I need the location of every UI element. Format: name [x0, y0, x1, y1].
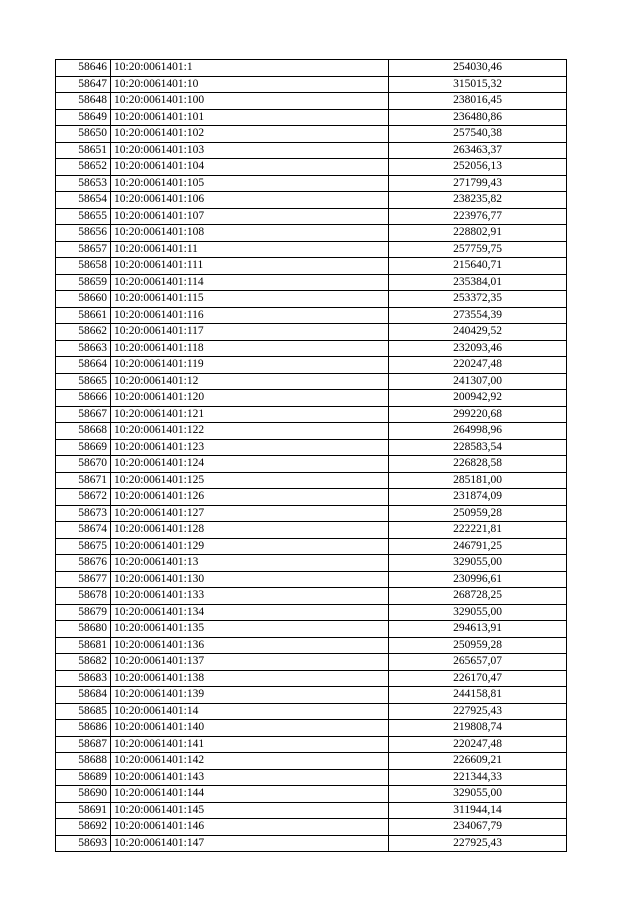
cadastral-number-cell: 10:20:0061401:137 [111, 654, 389, 671]
row-number-cell: 58682 [56, 654, 111, 671]
value-cell: 315015,32 [389, 76, 567, 93]
cadastral-number-cell: 10:20:0061401:115 [111, 291, 389, 308]
table-row [56, 126, 567, 143]
table-row [56, 439, 567, 456]
value-cell: 329055,00 [389, 786, 567, 803]
row-number-cell: 58655 [56, 208, 111, 225]
cadastral-number-cell: 10:20:0061401:107 [111, 208, 389, 225]
table-row [56, 687, 567, 704]
table-row [56, 390, 567, 407]
table-row [56, 60, 567, 77]
value-cell: 238235,82 [389, 192, 567, 209]
value-cell: 240429,52 [389, 324, 567, 341]
row-number-cell: 58681 [56, 637, 111, 654]
value-cell: 222221,81 [389, 522, 567, 539]
row-number-cell: 58656 [56, 225, 111, 242]
cadastral-number-cell: 10:20:0061401:14 [111, 703, 389, 720]
cadastral-number-cell: 10:20:0061401:138 [111, 670, 389, 687]
table-row [56, 505, 567, 522]
row-number-cell: 58672 [56, 489, 111, 506]
row-number-cell: 58688 [56, 753, 111, 770]
table-row [56, 357, 567, 374]
value-cell: 252056,13 [389, 159, 567, 176]
value-cell: 265657,07 [389, 654, 567, 671]
cadastral-number-cell: 10:20:0061401:106 [111, 192, 389, 209]
row-number-cell: 58658 [56, 258, 111, 275]
row-number-cell: 58671 [56, 472, 111, 489]
cadastral-number-cell: 10:20:0061401:1 [111, 60, 389, 77]
table-row [56, 588, 567, 605]
value-cell: 226828,58 [389, 456, 567, 473]
table-row [56, 769, 567, 786]
cadastral-number-cell: 10:20:0061401:12 [111, 373, 389, 390]
table-row [56, 786, 567, 803]
table-row [56, 307, 567, 324]
table-row [56, 340, 567, 357]
value-cell: 228802,91 [389, 225, 567, 242]
value-cell: 329055,00 [389, 555, 567, 572]
row-number-cell: 58652 [56, 159, 111, 176]
value-cell: 226609,21 [389, 753, 567, 770]
row-number-cell: 58686 [56, 720, 111, 737]
cadastral-number-cell: 10:20:0061401:102 [111, 126, 389, 143]
cadastral-number-cell: 10:20:0061401:111 [111, 258, 389, 275]
cadastral-number-cell: 10:20:0061401:118 [111, 340, 389, 357]
value-cell: 230996,61 [389, 571, 567, 588]
row-number-cell: 58685 [56, 703, 111, 720]
cadastral-number-cell: 10:20:0061401:117 [111, 324, 389, 341]
value-cell: 200942,92 [389, 390, 567, 407]
value-cell: 235384,01 [389, 274, 567, 291]
row-number-cell: 58666 [56, 390, 111, 407]
value-cell: 232093,46 [389, 340, 567, 357]
row-number-cell: 58693 [56, 835, 111, 852]
row-number-cell: 58651 [56, 142, 111, 159]
table-row [56, 472, 567, 489]
table-row [56, 159, 567, 176]
cadastral-number-cell: 10:20:0061401:136 [111, 637, 389, 654]
row-number-cell: 58684 [56, 687, 111, 704]
table-row [56, 423, 567, 440]
table-row [56, 324, 567, 341]
row-number-cell: 58673 [56, 505, 111, 522]
cadastral-number-cell: 10:20:0061401:116 [111, 307, 389, 324]
value-cell: 250959,28 [389, 637, 567, 654]
cadastral-number-cell: 10:20:0061401:105 [111, 175, 389, 192]
table-row [56, 538, 567, 555]
row-number-cell: 58670 [56, 456, 111, 473]
table-row [56, 489, 567, 506]
cadastral-number-cell: 10:20:0061401:127 [111, 505, 389, 522]
value-cell: 219808,74 [389, 720, 567, 737]
row-number-cell: 58678 [56, 588, 111, 605]
value-cell: 257759,75 [389, 241, 567, 258]
table-row [56, 571, 567, 588]
table-row [56, 241, 567, 258]
row-number-cell: 58679 [56, 604, 111, 621]
cadastral-number-cell: 10:20:0061401:128 [111, 522, 389, 539]
table-row [56, 736, 567, 753]
value-cell: 299220,68 [389, 406, 567, 423]
value-cell: 227925,43 [389, 703, 567, 720]
cadastral-number-cell: 10:20:0061401:119 [111, 357, 389, 374]
row-number-cell: 58659 [56, 274, 111, 291]
row-number-cell: 58664 [56, 357, 111, 374]
value-cell: 253372,35 [389, 291, 567, 308]
value-cell: 264998,96 [389, 423, 567, 440]
cadastral-number-cell: 10:20:0061401:10 [111, 76, 389, 93]
row-number-cell: 58690 [56, 786, 111, 803]
row-number-cell: 58662 [56, 324, 111, 341]
value-cell: 254030,46 [389, 60, 567, 77]
value-cell: 221344,33 [389, 769, 567, 786]
row-number-cell: 58660 [56, 291, 111, 308]
value-cell: 285181,00 [389, 472, 567, 489]
row-number-cell: 58687 [56, 736, 111, 753]
row-number-cell: 58654 [56, 192, 111, 209]
table-row [56, 720, 567, 737]
cadastral-number-cell: 10:20:0061401:141 [111, 736, 389, 753]
table-row [56, 703, 567, 720]
row-number-cell: 58663 [56, 340, 111, 357]
row-number-cell: 58647 [56, 76, 111, 93]
cadastral-number-cell: 10:20:0061401:134 [111, 604, 389, 621]
cadastral-number-cell: 10:20:0061401:124 [111, 456, 389, 473]
cadastral-number-cell: 10:20:0061401:139 [111, 687, 389, 704]
value-cell: 220247,48 [389, 736, 567, 753]
table-row [56, 258, 567, 275]
cadastral-number-cell: 10:20:0061401:104 [111, 159, 389, 176]
table-row [56, 175, 567, 192]
table-body [56, 60, 567, 852]
table-row [56, 456, 567, 473]
table-row [56, 522, 567, 539]
value-cell: 227925,43 [389, 835, 567, 852]
row-number-cell: 58665 [56, 373, 111, 390]
cadastral-number-cell: 10:20:0061401:146 [111, 819, 389, 836]
row-number-cell: 58657 [56, 241, 111, 258]
cadastral-number-cell: 10:20:0061401:129 [111, 538, 389, 555]
table-row [56, 604, 567, 621]
table-row [56, 654, 567, 671]
cadastral-number-cell: 10:20:0061401:144 [111, 786, 389, 803]
value-cell: 226170,47 [389, 670, 567, 687]
row-number-cell: 58675 [56, 538, 111, 555]
table-row [56, 555, 567, 572]
value-cell: 220247,48 [389, 357, 567, 374]
table-row [56, 753, 567, 770]
row-number-cell: 58674 [56, 522, 111, 539]
cadastral-number-cell: 10:20:0061401:133 [111, 588, 389, 605]
row-number-cell: 58683 [56, 670, 111, 687]
value-cell: 329055,00 [389, 604, 567, 621]
table-row [56, 621, 567, 638]
row-number-cell: 58648 [56, 93, 111, 110]
table-row [56, 373, 567, 390]
row-number-cell: 58668 [56, 423, 111, 440]
cadastral-number-cell: 10:20:0061401:142 [111, 753, 389, 770]
cadastral-number-cell: 10:20:0061401:143 [111, 769, 389, 786]
row-number-cell: 58667 [56, 406, 111, 423]
cadastral-number-cell: 10:20:0061401:135 [111, 621, 389, 638]
table-row [56, 637, 567, 654]
cadastral-number-cell: 10:20:0061401:13 [111, 555, 389, 572]
value-cell: 215640,71 [389, 258, 567, 275]
value-cell: 246791,25 [389, 538, 567, 555]
cadastral-number-cell: 10:20:0061401:140 [111, 720, 389, 737]
value-cell: 223976,77 [389, 208, 567, 225]
cadastral-number-cell: 10:20:0061401:121 [111, 406, 389, 423]
value-cell: 244158,81 [389, 687, 567, 704]
table-row [56, 670, 567, 687]
cadastral-number-cell: 10:20:0061401:130 [111, 571, 389, 588]
row-number-cell: 58680 [56, 621, 111, 638]
table-row [56, 802, 567, 819]
cadastral-number-cell: 10:20:0061401:101 [111, 109, 389, 126]
cadastral-number-cell: 10:20:0061401:100 [111, 93, 389, 110]
row-number-cell: 58646 [56, 60, 111, 77]
row-number-cell: 58661 [56, 307, 111, 324]
row-number-cell: 58691 [56, 802, 111, 819]
row-number-cell: 58649 [56, 109, 111, 126]
value-cell: 241307,00 [389, 373, 567, 390]
cadastral-number-cell: 10:20:0061401:145 [111, 802, 389, 819]
value-cell: 257540,38 [389, 126, 567, 143]
value-cell: 231874,09 [389, 489, 567, 506]
value-cell: 263463,37 [389, 142, 567, 159]
cadastral-number-cell: 10:20:0061401:122 [111, 423, 389, 440]
cadastral-number-cell: 10:20:0061401:114 [111, 274, 389, 291]
data-table [55, 59, 567, 852]
value-cell: 250959,28 [389, 505, 567, 522]
value-cell: 311944,14 [389, 802, 567, 819]
cadastral-number-cell: 10:20:0061401:125 [111, 472, 389, 489]
cadastral-number-cell: 10:20:0061401:126 [111, 489, 389, 506]
row-number-cell: 58650 [56, 126, 111, 143]
table-row [56, 835, 567, 852]
table-row [56, 291, 567, 308]
cadastral-number-cell: 10:20:0061401:103 [111, 142, 389, 159]
value-cell: 268728,25 [389, 588, 567, 605]
table-row [56, 142, 567, 159]
table-row [56, 274, 567, 291]
value-cell: 236480,86 [389, 109, 567, 126]
row-number-cell: 58669 [56, 439, 111, 456]
row-number-cell: 58653 [56, 175, 111, 192]
table-row [56, 406, 567, 423]
table-row [56, 192, 567, 209]
row-number-cell: 58692 [56, 819, 111, 836]
row-number-cell: 58676 [56, 555, 111, 572]
value-cell: 234067,79 [389, 819, 567, 836]
table-row [56, 76, 567, 93]
value-cell: 271799,43 [389, 175, 567, 192]
cadastral-number-cell: 10:20:0061401:123 [111, 439, 389, 456]
value-cell: 294613,91 [389, 621, 567, 638]
row-number-cell: 58689 [56, 769, 111, 786]
value-cell: 273554,39 [389, 307, 567, 324]
cadastral-number-cell: 10:20:0061401:108 [111, 225, 389, 242]
row-number-cell: 58677 [56, 571, 111, 588]
table-row [56, 819, 567, 836]
cadastral-number-cell: 10:20:0061401:147 [111, 835, 389, 852]
table-row [56, 109, 567, 126]
cadastral-number-cell: 10:20:0061401:11 [111, 241, 389, 258]
value-cell: 228583,54 [389, 439, 567, 456]
cadastral-number-cell: 10:20:0061401:120 [111, 390, 389, 407]
table-row [56, 93, 567, 110]
table-row [56, 225, 567, 242]
table-row [56, 208, 567, 225]
value-cell: 238016,45 [389, 93, 567, 110]
